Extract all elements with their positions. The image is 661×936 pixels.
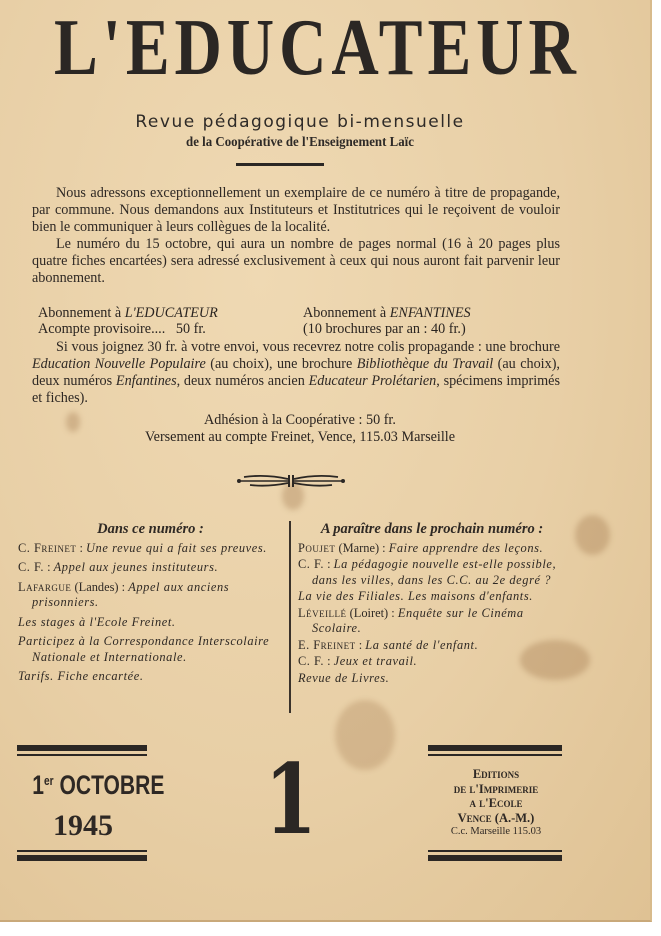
membership-line-1: Adhésion à la Coopérative : 50 fr. [204, 412, 396, 428]
next-issue-item: C. F. : La pédagogie nouvelle est-elle possible, dans les villes, dans les C.C. au 2e degré ? [298, 557, 557, 587]
next-issue-item: E. Freinet : La santé de l'enfant. [298, 637, 479, 652]
intro-text [32, 185, 560, 287]
subscription-row [38, 305, 558, 337]
issue-number: 1 [264, 743, 317, 856]
contents-item: Participez à la Correspondance Interscolaire Nationale et Internationale. [18, 634, 270, 664]
next-issue-column [298, 522, 566, 687]
publisher-bottom-bars [428, 850, 562, 861]
contents-item: Lafargue (Landes) : Appel aux anciens prisonniers. [18, 579, 230, 609]
educateur-name: L'EDUCATEUR [124, 305, 218, 321]
publisher-top-bars [428, 745, 562, 756]
next-issue-item: Léveillé (Loiret) : Enquête sur le Cinéma Scolaire. [298, 605, 524, 635]
masthead-subtitle: Revue pédagogique bi-mensuelle [135, 112, 465, 132]
educateur-price: 50 fr. [175, 321, 206, 337]
next-issue-heading: A paraître dans le prochain numéro : [320, 521, 544, 537]
intro-paragraph-2: Le numéro du 15 octobre, qui aura un nombre de pages normal (16 à 20 pages plus quatre fiches encartées) sera adressé exclusivement à ceux qui nous auront fait parvenir leur abonnement. [32, 236, 560, 286]
next-issue-item: Revue de Livres. [298, 670, 390, 685]
subscription-enfantines: Abonnement à ENFANTINES (10 brochures par an : 40 fr.) [303, 305, 471, 337]
next-issue-item: C. F. : Jeux et travail. [298, 654, 418, 668]
masthead-rule [236, 163, 324, 166]
contents-item: C. Freinet : Une revue qui a fait ses preuves. [18, 540, 267, 555]
intro-paragraph-1: Nous adressons exceptionnellement un exemplaire de ce numéro à titre de propagande, par commune. Nous demandons aux Instituteurs et Institutrices qui le reçoivent de vouloir bien le communiquer à leurs collègues de la localité. [32, 185, 560, 235]
publisher-block: Editions de l'Imprimerie a l'Ecole Vence (A.-M.) C.c. Marseille 115.03 [450, 767, 542, 837]
next-issue-item: La vie des Filiales. Les maisons d'enfants. [298, 589, 533, 603]
contents-column [18, 522, 283, 689]
contents-item: Tarifs. Fiche encartée. [18, 669, 144, 683]
offer-text: Si vous joignez 30 fr. à votre envoi, vous recevrez notre colis propagande : une brochure Education Nouvelle Populaire (au choix), une brochure Bibliothèque du Travail (au choix), deux numéros Enfantines, deux numéros ancien Educateur Prolétarien, spécimens imprimés et fiches). [32, 339, 560, 406]
date-bottom-bars [17, 850, 147, 861]
contents-item: Les stages à l'Ecole Freinet. [18, 614, 176, 629]
contents-item: C. F. : Appel aux jeunes instituteurs. [18, 560, 219, 574]
issue-date: 1er OCTOBRE [32, 770, 165, 800]
stain [575, 515, 610, 555]
next-issue-item: Poujet (Marne) : Faire apprendre des leçons. [298, 540, 544, 555]
enfantines-name: ENFANTINES [389, 305, 471, 321]
issue-year: 1945 [53, 809, 113, 842]
membership-line-2: Versement au compte Freinet, Vence, 115.03 Marseille [144, 429, 456, 445]
enfantines-price: (10 brochures par an : 40 fr.) [303, 321, 466, 337]
masthead-title: L'EDUCATEUR [54, 4, 581, 92]
date-top-bars [17, 745, 147, 756]
subscription-educateur: Abonnement à L'EDUCATEUR Acompte provisoire.... 50 fr. [38, 305, 218, 337]
ornament-divider-icon [236, 471, 346, 491]
contents-heading: Dans ce numéro : [97, 521, 204, 537]
column-divider [289, 521, 291, 713]
masthead-publisher-line: de la Coopérative de l'Enseignement Laïc [186, 135, 414, 150]
stain [335, 700, 395, 770]
